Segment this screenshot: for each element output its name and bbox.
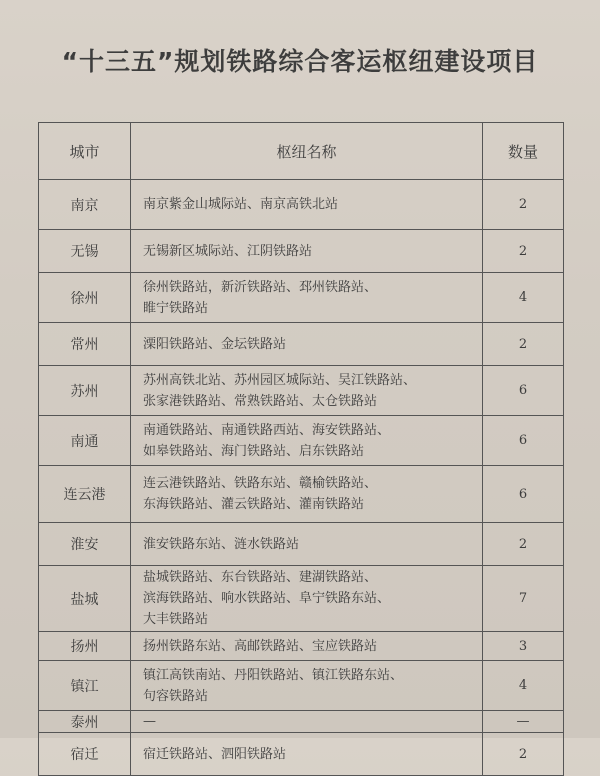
hub-line: 大丰铁路站 [143,612,209,627]
hub-names-cell [131,733,483,776]
hub-names-cell [131,466,483,523]
city-cell: 盐城 [39,566,131,632]
table-row [39,180,564,230]
city-cell: 泰州 [39,711,131,733]
hub-names-cell [131,523,483,566]
city-cell: 无锡 [39,230,131,273]
hub-line: — [143,714,156,729]
city-cell: 苏州 [39,366,131,416]
count-cell: 2 [483,733,564,776]
header-hub-name: 枢纽名称 [131,123,483,180]
hub-line: 溧阳铁路站、金坛铁路站 [143,336,287,352]
hub-line: 苏州高铁北站、苏州园区城际站、吴江铁路站、 [143,372,417,388]
city-cell: 扬州 [39,632,131,661]
hub-line: 盐城铁路站、东台铁路站、建湖铁路站、 [143,570,378,585]
table-row [39,230,564,273]
table-row [39,566,564,632]
hub-line: 无锡新区城际站、江阴铁路站 [143,243,313,259]
hub-line: 句容铁路站 [143,688,209,704]
hub-line: 扬州铁路东站、高邮铁路站、宝应铁路站 [143,638,378,654]
hub-line: 徐州铁路站，新沂铁路站、邳州铁路站、 [143,279,378,295]
header-count: 数量 [483,123,564,180]
city-cell: 南京 [39,180,131,230]
hub-line: 如皋铁路站、海门铁路站、启东铁路站 [143,443,365,459]
count-cell: 6 [483,466,564,523]
city-cell: 常州 [39,323,131,366]
city-cell: 连云港 [39,466,131,523]
hub-table [38,122,564,776]
hub-line: 连云港铁路站、铁路东站、赣榆铁路站、 [143,476,378,491]
count-cell: 2 [483,180,564,230]
table-row [39,733,564,776]
page-title: “十三五”规划铁路综合客运枢纽建设项目 [61,47,539,76]
hub-names-cell [131,180,483,230]
hub-line: 睢宁铁路站 [143,300,209,316]
count-cell: 2 [483,323,564,366]
count-cell: 6 [483,416,564,466]
hub-line: 淮安铁路东站、涟水铁路站 [143,536,300,552]
city-cell: 南通 [39,416,131,466]
table-row [39,366,564,416]
city-cell: 镇江 [39,661,131,711]
count-cell: 4 [483,273,564,323]
table-row [39,466,564,523]
hub-names-cell [131,566,483,632]
hub-names-cell [131,230,483,273]
hub-names-cell [131,711,483,733]
table-row [39,632,564,661]
count-cell: 3 [483,632,564,661]
table-row [39,416,564,466]
hub-line: 滨海铁路站、响水铁路站、阜宁铁路东站、 [143,591,391,606]
count-cell: 2 [483,523,564,566]
table-header-row [39,123,564,180]
hub-line: 镇江高铁南站、丹阳铁路站、镇江铁路东站、 [143,667,404,683]
hub-names-cell [131,632,483,661]
header-city: 城市 [39,123,131,180]
hub-names-cell [131,323,483,366]
hub-names-cell [131,273,483,323]
table-row [39,523,564,566]
hub-line: 东海铁路站、灌云铁路站、灌南铁路站 [143,497,365,512]
table-row [39,273,564,323]
count-cell: 6 [483,366,564,416]
count-cell: 2 [483,230,564,273]
hub-line: 张家港铁路站、常熟铁路站、太仓铁路站 [143,393,378,409]
hub-names-cell [131,661,483,711]
count-cell: — [483,711,564,733]
city-cell: 淮安 [39,523,131,566]
hub-line: 南通铁路站、南通铁路西站、海安铁路站、 [143,422,391,438]
count-cell: 7 [483,566,564,632]
city-cell: 宿迁 [39,733,131,776]
table-row [39,711,564,733]
hub-names-cell [131,366,483,416]
table-row [39,323,564,366]
table-row [39,661,564,711]
count-cell: 4 [483,661,564,711]
hub-line: 南京紫金山城际站、南京高铁北站 [143,197,339,212]
hub-line: 宿迁铁路站、泗阳铁路站 [143,746,287,762]
hub-names-cell [131,416,483,466]
city-cell: 徐州 [39,273,131,323]
